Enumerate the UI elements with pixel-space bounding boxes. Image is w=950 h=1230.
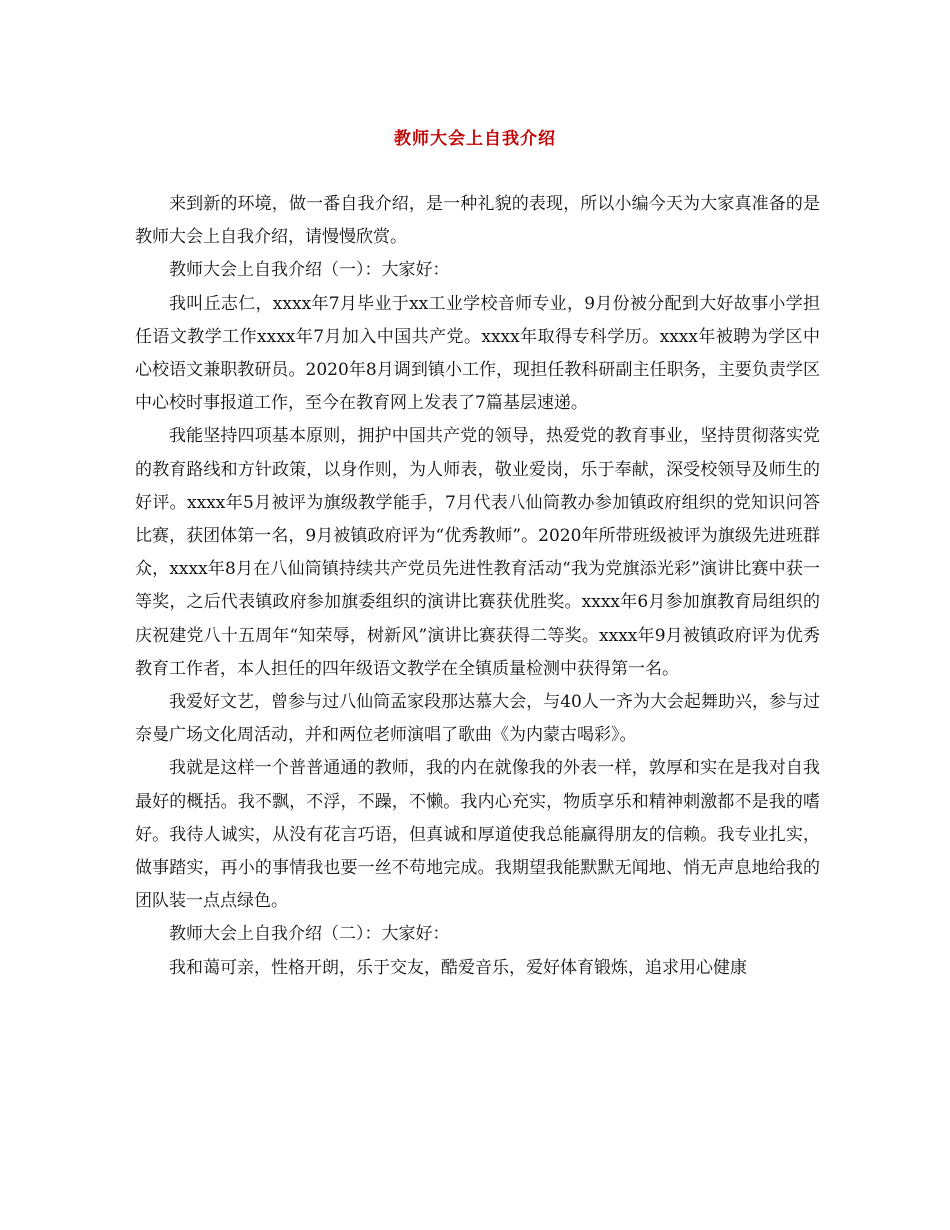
document-body bbox=[135, 188, 820, 985]
paragraph-personality: 我和蔼可亲，性格开朗，乐于交友，酷爱音乐，爱好体育锻炼，追求用心健康 bbox=[169, 957, 747, 978]
paragraph-achievements: 我能坚持四项基本原则，拥护中国共产党的领导，热爱党的教育事业，坚持贯彻落实党的教育路线和方针政策，以身作则，为人师表，敬业爱岗，乐于奉献，深受校领导及师生的好评。xxxx年5月被评为旗级教学能手，7月代表八仙筒教办参加镇政府组织的党知识问答比赛，获团体第一名，9月被镇政府评为“优秀教师”。2020年所带班级被评为旗级先进班群众，xxxx年8月在八仙筒镇持续共产党员先进性教育活动“我为党旗添光彩”演讲比赛中获一等奖，之后代表镇政府参加旗委组织的演讲比赛获优胜奖。xxxx年6月参加旗教育局组织的庆祝建党八十五周年“知荣辱，树新风”演讲比赛获得二等奖。xxxx年9月被镇政府评为优秀教育工作者，本人担任的四年级语文教学在全镇质量检测中获得第一名。 bbox=[135, 426, 820, 679]
paragraph-career: 我叫丘志仁，xxxx年7月毕业于xx工业学校音师专业，9月份被分配到大好故事小学担任语文教学工作xxxx年7月加入中国共产党。xxxx年取得专科学历。xxxx年被聘为学区中心校语文兼职教研员。2020年8月调到镇小工作，现担任教科研副主任职务，主要负责学区中心校时事报道工作，至今在教育网上发表了7篇基层速递。 bbox=[135, 293, 820, 414]
section-heading-two: 教师大会上自我介绍（二）：大家好： bbox=[169, 924, 450, 945]
document-title: 教师大会上自我介绍 bbox=[394, 129, 556, 149]
paragraph-character: 我就是这样一个普普通通的教师，我的内在就像我的外表一样，敦厚和实在是我对自我最好的概括。我不飘，不浮，不躁，不懒。我内心充实，物质享乐和精神刺激都不是我的嗜好。我待人诚实，从没有花言巧语，但真诚和厚道使我总能赢得朋友的信赖。我专业扎实，做事踏实，再小的事情我也要一丝不苟地完成。我期望我能默默无闻地、悄无声息地给我的团队装一点点绿色。 bbox=[135, 758, 820, 912]
paragraph-hobbies: 我爱好文艺，曾参与过八仙筒孟家段那达慕大会，与40人一齐为大会起舞助兴，参与过奈曼广场文化周活动，并和两位老师演唱了歌曲《为内蒙古喝彩》。 bbox=[135, 692, 820, 746]
paragraph-intro: 来到新的环境，做一番自我介绍，是一种礼貌的表现，所以小编今天为大家真准备的是教师大会上自我介绍，请慢慢欣赏。 bbox=[135, 194, 820, 248]
section-heading-one: 教师大会上自我介绍（一）：大家好： bbox=[169, 260, 450, 281]
